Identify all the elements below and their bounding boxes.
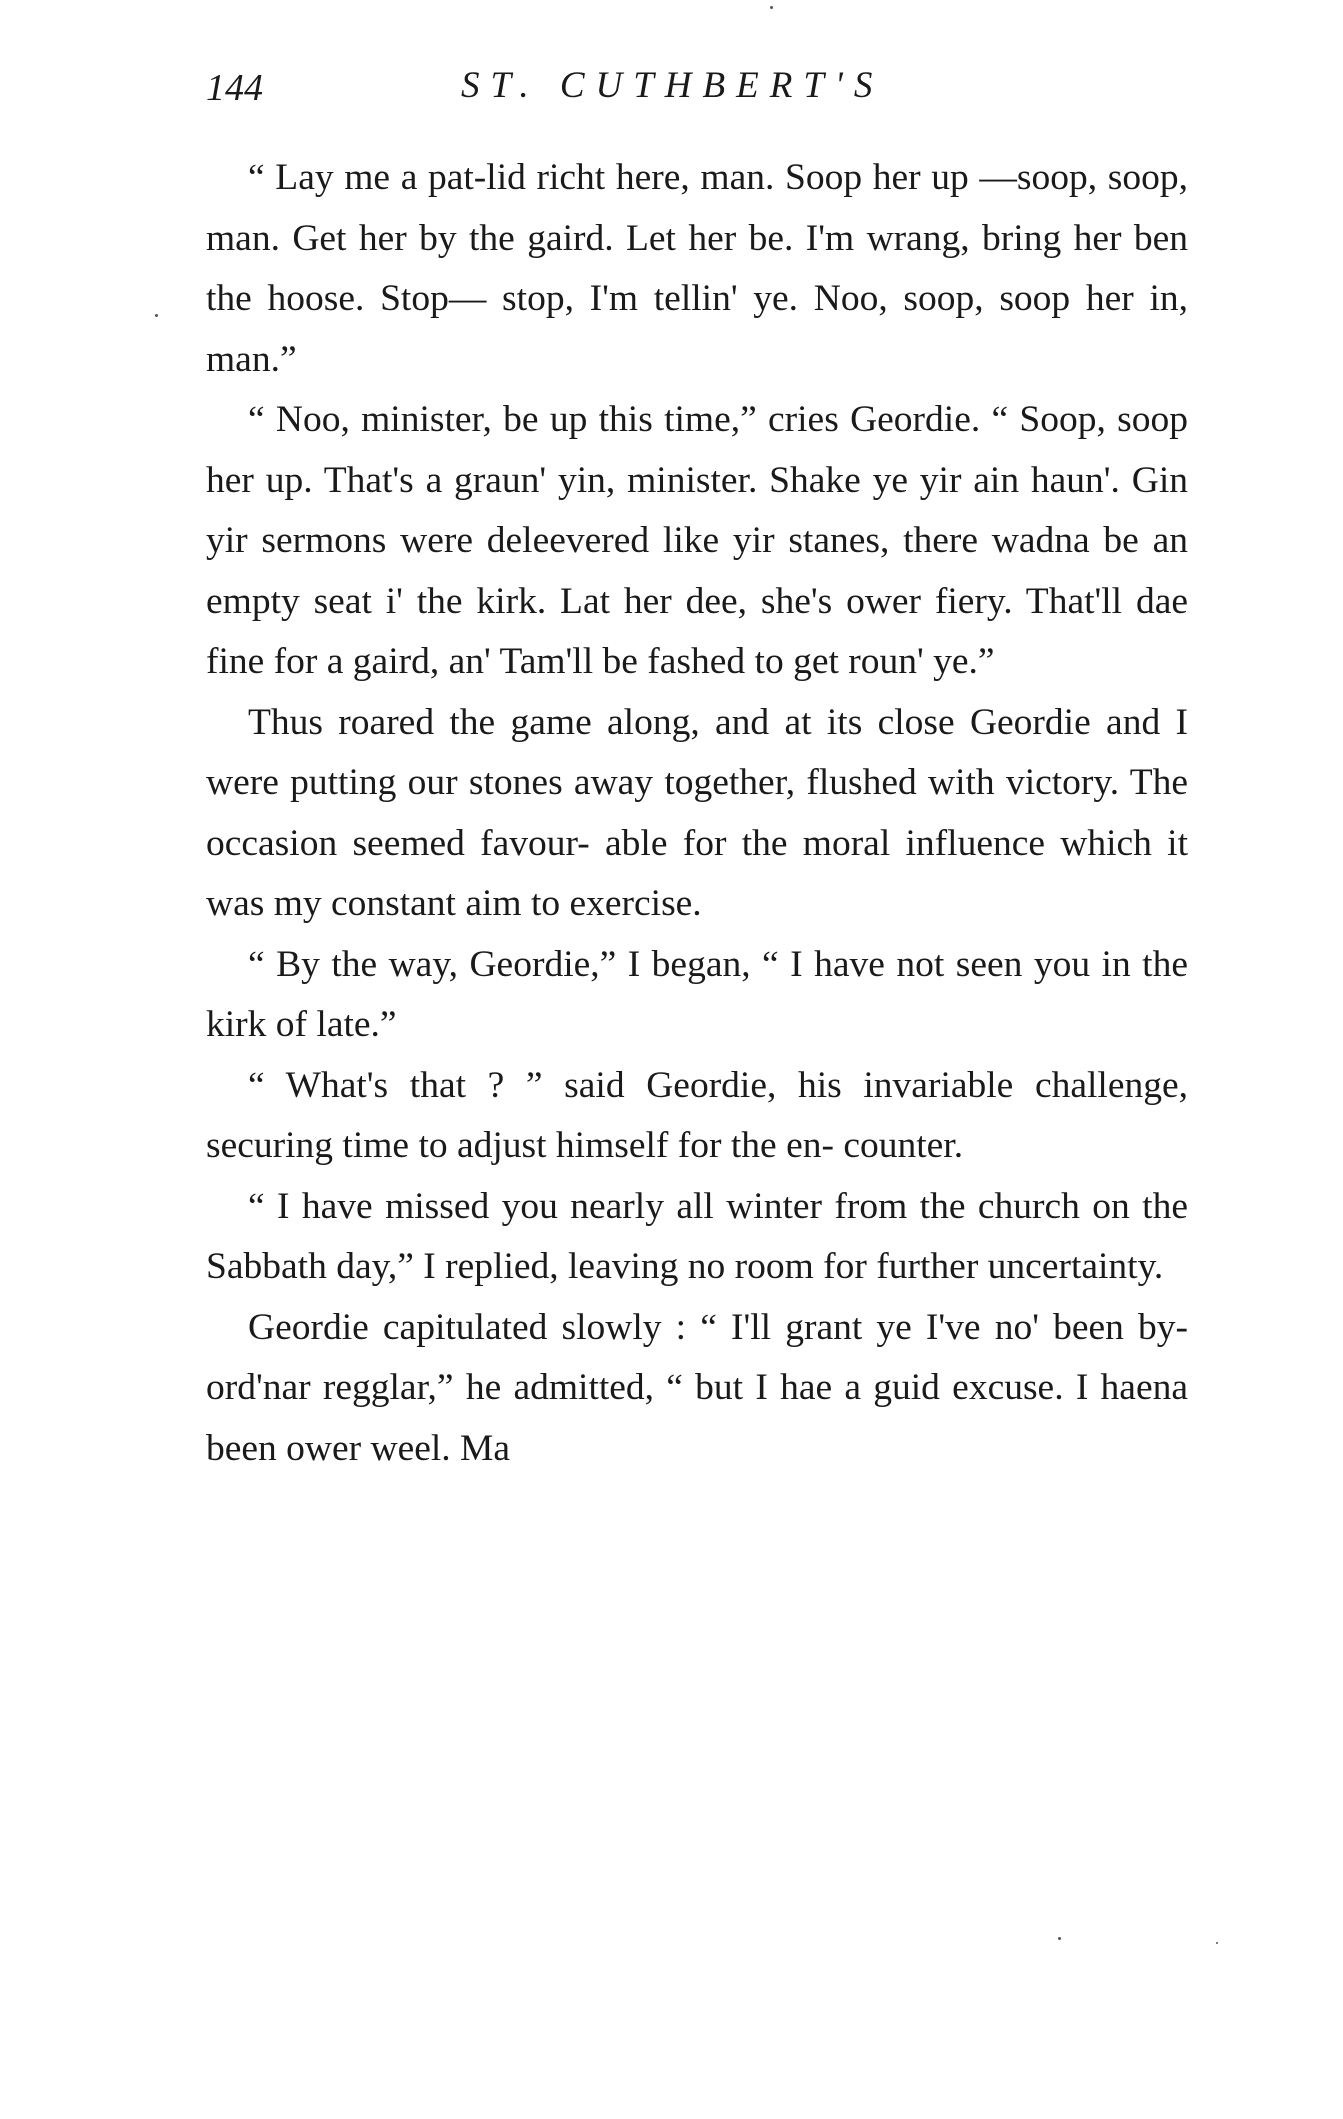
page-number: 144 bbox=[206, 67, 263, 109]
paper-speck bbox=[1058, 1937, 1061, 1940]
paper-speck bbox=[1216, 1942, 1218, 1944]
paragraph: Thus roared the game along, and at its close Geordie and I were putting our stones away together, flushed with victory. The occasion seemed favour- able for the moral influence which it was my constant aim to exercise. bbox=[206, 701, 1188, 924]
body-text bbox=[206, 148, 1188, 1479]
paragraph: “ What's that ? ” said Geordie, his invariable challenge, securing time to adjust himself for the en- counter. bbox=[206, 1064, 1188, 1166]
running-title: ST. CUTHBERT'S bbox=[461, 65, 884, 106]
paragraph: “ Noo, minister, be up this time,” cries Geordie. “ Soop, soop her up. That's a graun' yin, minister. Shake ye yir ain haun'. Gin yir sermons were deleevered like yir stanes, there wadna be an empty seat i' the kirk. Lat her dee, she's ower fiery. That'll dae fine for a gaird, an' Tam'll be fashed to get roun' ye.” bbox=[206, 399, 1188, 682]
paper-speck bbox=[770, 6, 773, 9]
paragraph: “ By the way, Geordie,” I began, “ I have not seen you in the kirk of late.” bbox=[206, 943, 1188, 1045]
paragraph: “ I have missed you nearly all winter from the church on the Sabbath day,” I replied, leaving no room for further uncertainty. bbox=[206, 1185, 1188, 1287]
paragraph: Geordie capitulated slowly : “ I'll grant ye I've no' been by-ord'nar regglar,” he admitted, “ but I hae a guid excuse. I haena been ower weel. Ma bbox=[206, 1306, 1188, 1469]
running-head bbox=[206, 60, 1196, 120]
paragraph: “ Lay me a pat-lid richt here, man. Soop her up —soop, soop, man. Get her by the gaird. Let her be. I'm wrang, bring her ben the hoose. Stop— stop, I'm tellin' ye. Noo, soop, soop her in, man.” bbox=[206, 157, 1188, 380]
paper-speck bbox=[155, 314, 158, 317]
